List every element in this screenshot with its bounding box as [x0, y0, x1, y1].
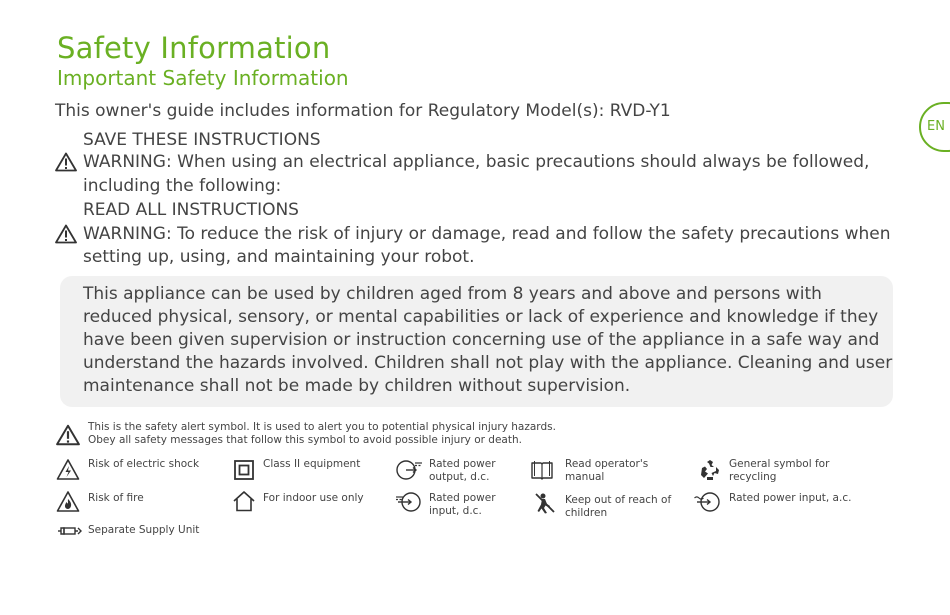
warning-injury-line1: WARNING: To reduce the risk of injury or damage, read and follow the safety precautions when	[83, 224, 891, 244]
rated-output-dc-icon	[394, 458, 424, 482]
alert-description-line1: This is the safety alert symbol. It is used to alert you to potential physical injury hazards.	[88, 421, 556, 433]
keep-away-children-label: children	[565, 507, 608, 519]
save-instructions-heading: SAVE THESE INSTRUCTIONS	[83, 130, 321, 150]
fire-risk-label: Risk of fire	[88, 492, 144, 504]
regulatory-model-line: This owner's guide includes information for Regulatory Model(s): RVD-Y1	[55, 101, 671, 121]
page-title: Safety Information	[57, 31, 331, 65]
notice-line: have been given supervision or instruction concerning use of the appliance in a safe way and	[83, 330, 880, 350]
rated-input-ac-label: Rated power input, a.c.	[729, 492, 852, 504]
class2-equipment-icon	[232, 458, 256, 482]
read-manual-label: manual	[565, 471, 605, 483]
notice-line: reduced physical, sensory, or mental capabilities or lack of experience and knowledge if they	[83, 307, 879, 327]
indoor-use-icon	[232, 489, 256, 513]
electric-shock-label: Risk of electric shock	[88, 458, 200, 470]
separate-supply-unit-icon	[57, 524, 83, 538]
warning-triangle-icon	[55, 224, 77, 244]
warning-electrical-line1: WARNING: When using an electrical appliance, basic precautions should always be followed,	[83, 152, 870, 172]
notice-line: maintenance shall not be made by children without supervision.	[83, 376, 631, 396]
read-manual-label: Read operator's	[565, 458, 649, 470]
electric-shock-icon	[56, 458, 80, 482]
notice-line: understand the hazards involved. Children shall not play with the appliance. Cleaning and user	[83, 353, 893, 373]
recycling-icon	[698, 458, 722, 482]
separate-supply-unit-label: Separate Supply Unit	[88, 524, 200, 536]
rated-input-ac-icon	[693, 490, 723, 514]
rated-output-dc-label: output, d.c.	[429, 471, 490, 483]
rated-input-dc-label: input, d.c.	[429, 505, 482, 517]
rated-input-dc-icon	[394, 490, 424, 514]
keep-away-children-label: Keep out of reach of	[565, 494, 672, 506]
rated-input-dc-label: Rated power	[429, 492, 496, 504]
keep-away-children-icon	[533, 491, 557, 515]
read-manual-icon	[530, 458, 554, 482]
notice-line: This appliance can be used by children aged from 8 years and above and persons with	[83, 284, 822, 304]
page-subtitle: Important Safety Information	[57, 66, 349, 90]
rated-output-dc-label: Rated power	[429, 458, 496, 470]
safety-alert-icon	[56, 424, 80, 446]
warning-triangle-icon	[55, 152, 77, 172]
class2-equipment-label: Class II equipment	[263, 458, 361, 470]
indoor-use-label: For indoor use only	[263, 492, 364, 504]
recycling-label: General symbol for	[729, 458, 830, 470]
warning-electrical-line2: including the following:	[83, 176, 282, 196]
fire-risk-icon	[56, 490, 80, 514]
language-tab[interactable]: EN	[919, 102, 950, 152]
warning-injury-line2: setting up, using, and maintaining your robot.	[83, 247, 475, 267]
read-instructions-heading: READ ALL INSTRUCTIONS	[83, 200, 299, 220]
recycling-label: recycling	[729, 471, 777, 483]
alert-description-line2: Obey all safety messages that follow this symbol to avoid possible injury or death.	[88, 434, 522, 446]
